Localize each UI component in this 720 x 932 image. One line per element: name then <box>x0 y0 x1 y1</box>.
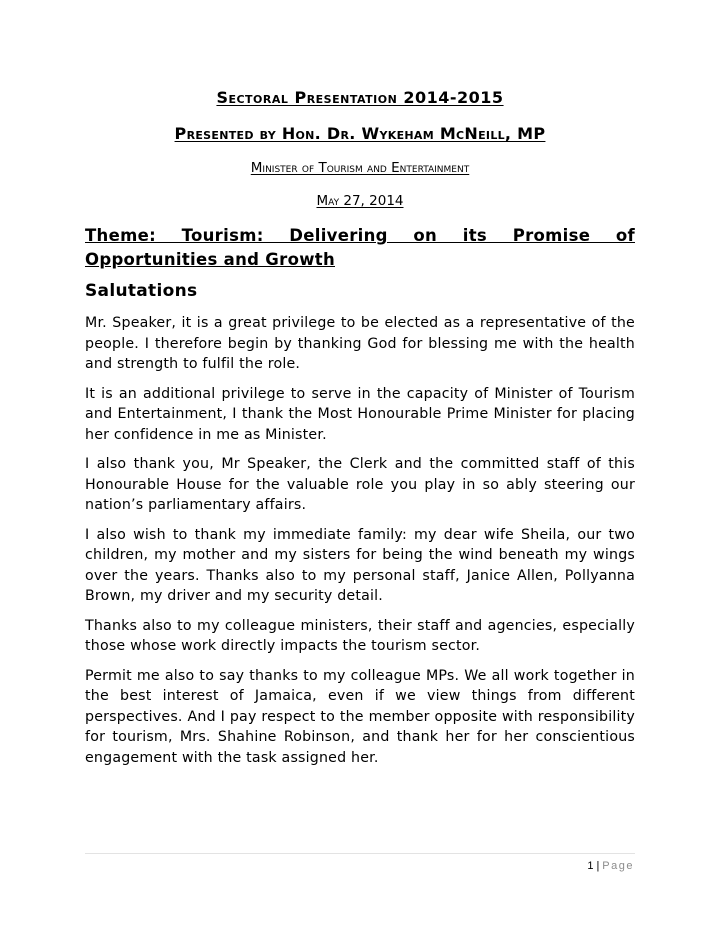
paragraph: Thanks also to my colleague ministers, their staff and agencies, especially those whose work directly impacts the tourism sector. <box>85 617 635 654</box>
page-footer <box>587 860 634 872</box>
presenter-line: Presented by Hon. Dr. Wykeham McNeill, MP <box>174 124 546 143</box>
paragraph: I also thank you, Mr Speaker, the Clerk and the committed staff of this Honourable House for the valuable role you play in so ably steering our nation’s parliamentary affairs. <box>85 456 635 513</box>
body-text <box>85 313 635 777</box>
ministry-line: Minister of Tourism and Entertainment <box>250 160 470 176</box>
paragraph: It is an additional privilege to serve in the capacity of Minister of Tourism and Entertainment, I thank the Most Honourable Prime Minister for placing her confidence in me as Minister. <box>85 385 635 443</box>
page-number: 1 <box>587 860 594 872</box>
footer-divider <box>85 853 635 854</box>
paragraph: Permit me also to say thanks to my colleague MPs. We all work together in the best interest of Jamaica, even if we view things from different perspectives. And I pay respect to the member opposite with responsibility for tourism, Mrs. Shahine Robinson, and thank her for her conscientious engagement with the task assigned her. <box>85 667 635 766</box>
date-line: May 27, 2014 <box>316 193 404 209</box>
paragraph: Mr. Speaker, it is a great privilege to be elected as a representative of the people. I therefore begin by thanking God for blessing me with the health and strength to fulfil the role. <box>85 315 635 372</box>
section-heading: Salutations <box>85 281 198 301</box>
paragraph: I also wish to thank my immediate family: my dear wife Sheila, our two children, my mother and my sisters for being the wind beneath my wings over the years. Thanks also to my personal staff, Janice Allen, Pollyanna Brown, my driver and my security detail. <box>85 526 635 604</box>
page-label: Page <box>602 860 634 872</box>
theme-heading: Theme: Tourism: Delivering on its Promise of Opportunities and Growth <box>85 226 635 269</box>
document-title: Sectoral Presentation 2014-2015 <box>216 88 504 107</box>
footer-separator: | <box>596 860 600 872</box>
